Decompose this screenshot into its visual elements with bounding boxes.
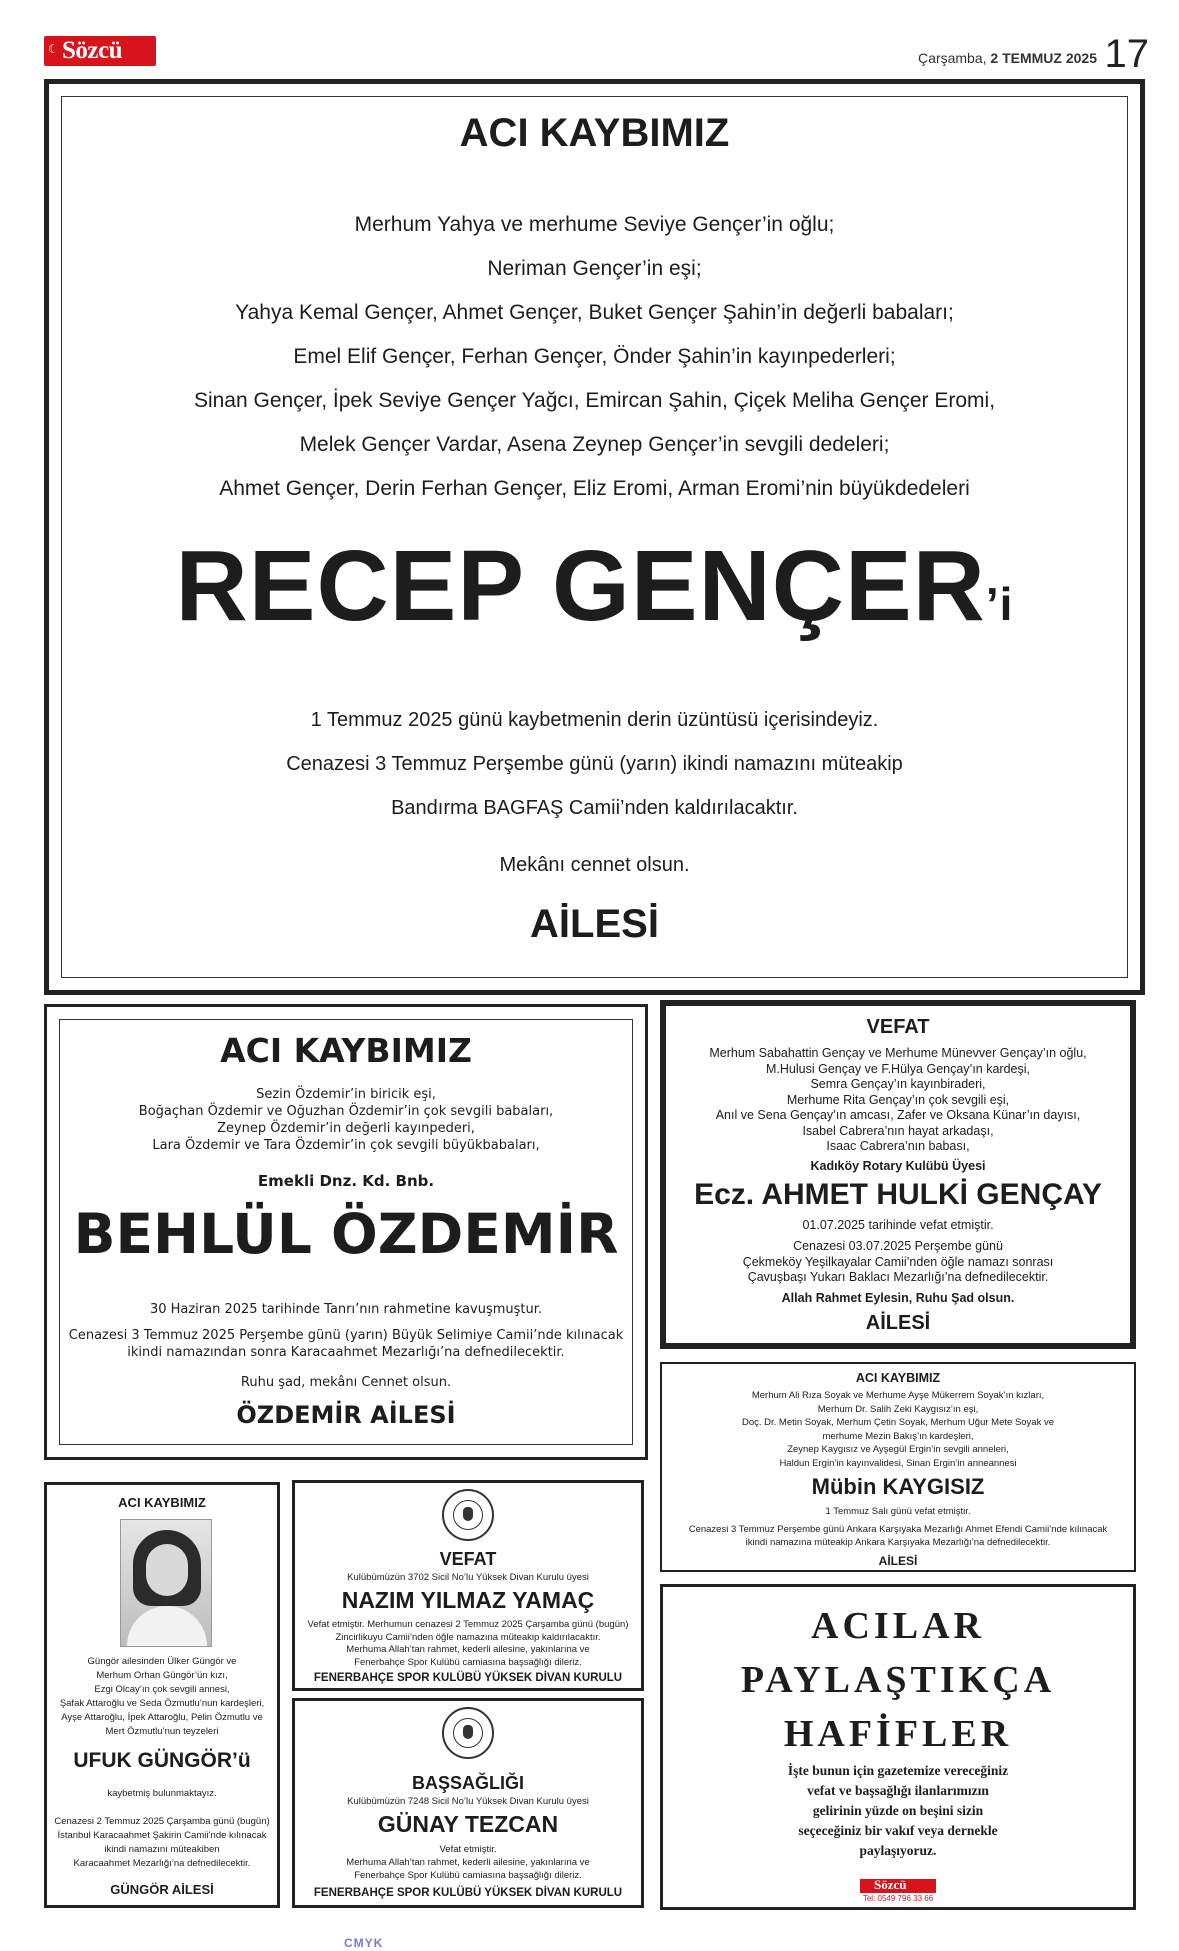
logo-text: Sözcü [62, 37, 122, 64]
gencay-funeral: Cenazesi 03.07.2025 Perşembe günü Çekmeköy Yeşilkayalar Camii’nden öğle namazı sonrası Çavuşbaşı Yukarı Baklacı Mezarlığı’na defnedilecektir. [742, 1239, 1054, 1284]
gencay-heading: VEFAT [866, 1016, 930, 1038]
promo-title: ACILAR PAYLAŞTIKÇA HAFİFLER [740, 1605, 1056, 1755]
fb-bassagligi-heading: BAŞSAĞLIĞI [411, 1773, 524, 1793]
gencay-obituary-ad [660, 1000, 1136, 1349]
ozdemir-signature: ÖZDEMİR AİLESİ [236, 1401, 456, 1429]
fb-bassagligi-signature: FENERBAHÇE SPOR KULÜBÜ YÜKSEK DİVAN KURULU [313, 1887, 623, 1899]
fenerbahce-crest-icon [442, 1489, 494, 1541]
gencay-date: 01.07.2025 tarihinde vefat etmiştir. [802, 1218, 994, 1232]
gencay-relations: Merhum Sabahattin Gençay ve Merhume Münevver Gençay’ın oğlu, M.Hulusi Gençay ve F.Hülya Gençay’ın kardeşi, Semra Gençay’ın kayınbiraderi, Merhume Rita Gençay’ın çok sevgili eşi, Anıl ve Sena Gençay’ın amcası, Zafer ve Oksana Künar’ın dayısı, Isabel Cabrera’nın hayat arkadaşı, Isaac Cabrera’nın babası, [709, 1046, 1087, 1153]
gencay-membership: Kadıköy Rotary Kulübü Üyesi [810, 1159, 986, 1173]
acilar-paylastikca-promo [660, 1584, 1136, 1910]
promo-body: İşte bunun için gazetemize vereceğiniz vefat ve başsağlığı ilanlarımızın gelirinin yüzde on beşini sizin seçeceğiniz bir vakıf veya dernekle paylaşıyoruz. [787, 1763, 1009, 1858]
gungor-funeral: Cenazesi 2 Temmuz 2025 Çarşamba günü (bugün) İstanbul Karacaahmet Şakirin Camii’nde kılınacak ikindi namazını müteakiben Karacaahmet Mezarlığı’na defnedilecektir. [54, 1816, 270, 1869]
gungor-deceased-name: UFUK GÜNGÖR’ü [73, 1749, 251, 1772]
ozdemir-heading: ACI KAYBIMIZ [220, 1031, 472, 1070]
gungor-obituary-ad [44, 1482, 280, 1908]
main-ad-relations: Merhum Yahya ve merhume Seviye Gençer’in oğlu; Neriman Gençer’in eşi; Yahya Kemal Gençer, Ahmet Gençer, Buket Gençer Şahin’in değerli babaları; Emel Elif Gençer, Ferhan Gençer, Önder Şahin’in kayınpederleri; Sinan Gençer, İpek Seviye Gençer Yağcı, Emircan Şahin, Çiçek Meliha Gençer Eromi, Melek Gençer Vardar, Asena Zeynep Gençer’in sevgili dedeleri; Ahmet Gençer, Derin Ferhan Gençer, Eliz Eromi, Arman Eromi’nin büyükdedeleri [193, 213, 996, 500]
sozcu-logo [44, 36, 156, 66]
crest-acorn-shape [463, 1725, 473, 1739]
ozdemir-date: 30 Haziran 2025 tarihinde Tanrı’nın rahmetine kavuşmuştur. [149, 1302, 543, 1317]
kaygisiz-heading: ACI KAYBIMIZ [855, 1371, 941, 1385]
fb-bassagligi-ad [292, 1698, 644, 1908]
cmyk-marker: CMYK [344, 1936, 384, 1950]
main-ad-closing: Mekânı cennet olsun. [499, 854, 690, 876]
fb-vefat-heading: VEFAT [439, 1549, 497, 1569]
kaygisiz-obituary-ad [660, 1362, 1136, 1572]
gencay-closing: Allah Rahmet Eylesin, Ruhu Şad olsun. [781, 1291, 1015, 1305]
page-number: 17 [1104, 32, 1149, 76]
ozdemir-closing: Ruhu şad, mekânı Cennet olsun. [240, 1375, 452, 1390]
main-ad-heading: ACI KAYBIMIZ [459, 111, 730, 155]
fb-bassagligi-subline: Kulübümüzün 7248 Sicil No’lu Yüksek Divan Kurulu üyesi [347, 1796, 589, 1807]
kaygisiz-date: 1 Temmuz Salı günü vefat etmiştir. [825, 1506, 971, 1517]
fb-bassagligi-deceased-name: GÜNAY TEZCAN [377, 1811, 559, 1837]
gungor-signature: GÜNGÖR AİLESİ [110, 1882, 214, 1897]
main-ad-signature: AİLESİ [530, 902, 659, 946]
gencay-deceased-name: Ecz. AHMET HULKİ GENÇAY [694, 1178, 1102, 1211]
fenerbahce-crest-icon [442, 1707, 494, 1759]
gungor-relations: Güngör ailesinden Ülker Güngör ve Merhum Orhan Güngör’ün kızı, Ezgi Olcay’ın çok sevgili annesi, Şafak Attaroğlu ve Seda Özmutlu’nun kardeşleri, Ayşe Attaroğlu, İpek Attaroğlu, Pelin Özmutlu ve Mert Özmutlu’nun teyzeleri [59, 1656, 265, 1737]
fb-bassagligi-text: Vefat etmiştir. Merhuma Allah’tan rahmet, kederli ailesine, yakınlarına ve Fenerbahçe Spor Kulübü camiasına başsağlığı dileriz. [346, 1844, 590, 1881]
logo-icon: ☾ [48, 42, 59, 56]
main-obituary-ad [44, 79, 1145, 995]
issue-date: Çarşamba, 2 TEMMUZ 2025 [918, 50, 1097, 66]
portrait-face-shape [146, 1544, 188, 1596]
kaygisiz-funeral: Cenazesi 3 Temmuz Perşembe günü Ankara Karşıyaka Mezarlığı Ahmet Efendi Camii’nde kılınacak ikindi namazına müteakip Ankara Karşıyaka Mezarlığı’na defnedilecektir. [688, 1524, 1108, 1548]
main-ad-deceased-name: RECEP GENÇER’i [175, 530, 1014, 642]
ozdemir-funeral: Cenazesi 3 Temmuz 2025 Perşembe günü (yarın) Büyük Selimiye Camii’nde kılınacak ikindi namazından sonra Karacaahmet Mezarlığı’na defnedilecektir. [68, 1328, 624, 1360]
fb-vefat-ad [292, 1480, 644, 1691]
kaygisiz-deceased-name: Mübin KAYGISIZ [811, 1474, 985, 1499]
kaygisiz-relations: Merhum Ali Rıza Soyak ve Merhume Ayşe Mükerrem Soyak’ın kızları, Merhum Dr. Salih Zeki Kaygısız’ın eşi, Doç. Dr. Metin Soyak, Merhum Çetin Soyak, Merhum Uğur Mete Soyak ve merhume Mezin Bakış’ın kardeşleri, Zeynep Kaygısız ve Ayşegül Ergin’in sevgili anneleri, Haldun Ergin’in kayınvalidesi, Sinan Ergin’in anneannesi [741, 1390, 1055, 1469]
promo-phone: Tel: 0549 796 33 66 [862, 1894, 934, 1903]
promo-sozcu-logo: Sözcü [860, 1879, 936, 1893]
portrait-shoulders-shape [127, 1606, 207, 1647]
fb-vefat-text: Vefat etmiştir. Merhumun cenazesi 2 Temmuz 2025 Çarşamba günü (bugün) Zincirlikuyu Camii’nden öğle namazına müteakip kaldırılacaktır. Merhuma Allah’tan rahmet, kederli ailesine, yakınlarına ve Fenerbahçe Spor Kulübü camiasına başsağlığı dileriz. [307, 1619, 629, 1668]
fb-vefat-signature: FENERBAHÇE SPOR KULÜBÜ YÜKSEK DİVAN KURULU [313, 1672, 623, 1684]
fb-vefat-subline: Kulübümüzün 3702 Sicil No’lu Yüksek Divan Kurulu üyesi [347, 1572, 589, 1583]
gencay-signature: AİLESİ [865, 1312, 931, 1334]
kaygisiz-signature: AİLESİ [878, 1554, 918, 1568]
gungor-portrait-photo [120, 1519, 212, 1647]
fb-vefat-deceased-name: NAZIM YILMAZ YAMAÇ [341, 1587, 595, 1613]
crest-acorn-shape [463, 1507, 473, 1521]
gungor-heading: ACI KAYBIMIZ [118, 1495, 206, 1510]
ozdemir-deceased-name: BEHLÜL ÖZDEMİR [73, 1202, 619, 1266]
ozdemir-relations: Sezin Özdemir’in biricik eşi, Boğaçhan Özdemir ve Oğuzhan Özdemir’in çok sevgili babaları, Zeynep Özdemir’in değerli kayınpederi, Lara Özdemir ve Tara Özdemir’in çok sevgili büyükbabaları, [138, 1087, 554, 1153]
ozdemir-rank: Emekli Dnz. Kd. Bnb. [257, 1172, 435, 1190]
ozdemir-obituary-ad [44, 1004, 648, 1460]
gungor-after: kaybetmiş bulunmaktayız. [107, 1788, 217, 1799]
main-ad-details: 1 Temmuz 2025 günü kaybetmenin derin üzüntüsü içerisindeyiz. Cenazesi 3 Temmuz Perşembe günü (yarın) ikindi namazını müteakip Bandırma BAGFAŞ Camii’nden kaldırılacaktır. [286, 709, 903, 819]
